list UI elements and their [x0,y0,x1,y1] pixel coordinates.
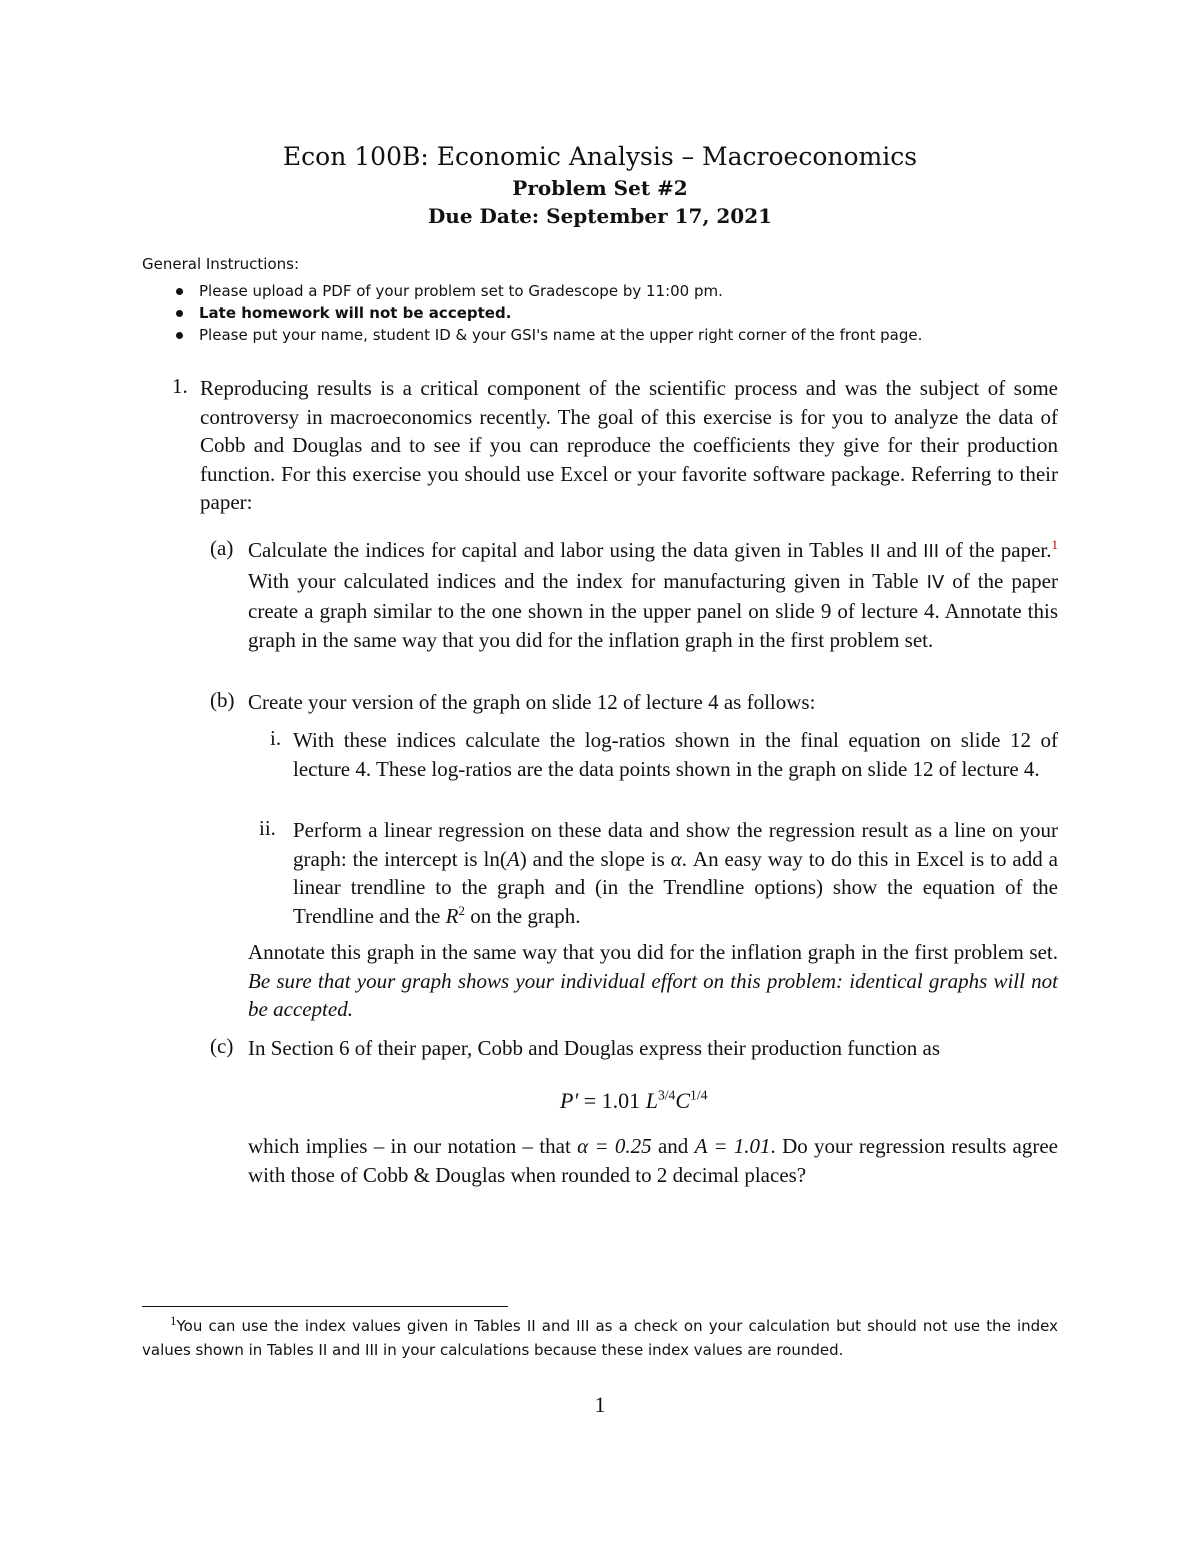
part-b-ii-label: ii. [259,816,276,840]
production-function-equation: P′ = 1.01 $L^{3/4}C^{1/4}$ [560,1087,708,1113]
instruction-item: Please upload a PDF of your problem set to Gradescope by 11:00 pm. [174,280,922,302]
part-b-label: (b) [210,688,235,712]
part-c-question: which implies – in our notation – that α = 0.25 and A = 1.01. Do your regression results agree with those of Cobb & Douglas when rounded to 2 decimal places? [248,1134,1058,1187]
bullet-icon [176,332,183,339]
part-a-text: Calculate the indices for capital and labor using the data given in Tables II and III of the paper.$^1$ With your calculated indices and the index for manufacturing given in Table IV of the paper create a graph similar to the one shown in the upper panel on slide 9 of lecture 4. Annotate this graph in the same way that you did for the inflation graph in the first problem set. [248,537,1058,652]
part-c-label: (c) [210,1034,234,1058]
page-number: 1 [594,1392,606,1417]
footnote-divider [142,1306,508,1307]
part-b-i-label: i. [270,726,282,750]
problem-set-label: Problem Set #2 [512,176,688,200]
instructions-heading: General Instructions: [142,255,300,273]
document-title: Econ 100B: Economic Analysis – Macroeconomics [282,142,918,171]
part-c-text: In Section 6 of their paper, Cobb and Douglas express their production function as [248,1036,940,1060]
instruction-item: Late homework will not be accepted. [174,302,922,324]
question-number: 1. [172,374,188,398]
instruction-item: Please put your name, student ID & your GSI's name at the upper right corner of the front page. [174,324,922,346]
part-b-i-text: With these indices calculate the log-ratios shown in the final equation on slide 12 of lecture 4. These log-ratios are the data points shown in the graph on slide 12 of lecture 4. [293,728,1058,781]
part-b-annotation: Annotate this graph in the same way that you did for the inflation graph in the first problem set. Be sure that your graph shows your individual effort on this problem: identical graphs will not be accepted. [248,940,1058,1021]
due-date: Due Date: September 17, 2021 [427,204,773,228]
question-intro: Reproducing results is a critical component of the scientific process and was the subject of some controversy in macroeconomics recently. The goal of this exercise is for you to analyze the data of Cobb and Douglas and to see if you can reproduce the coefficients they give for their production function. For this exercise you should use Excel or your favorite software package. Referring to their paper: [200,376,1058,514]
bullet-icon [176,288,183,295]
footnote: $^1$You can use the index values given in Tables II and III as a check on your calculation but should not use the index values shown in Tables II and III in your calculations because these index values are rounded. [142,1313,1058,1359]
part-b-intro: Create your version of the graph on slide 12 of lecture 4 as follows: [248,690,816,714]
footnote-ref[interactable]: 1 [1051,537,1058,552]
part-b-ii-text: Perform a linear regression on these data and show the regression result as a line on your graph: the intercept is ln(A) and the slope is α. An easy way to do this in Excel is to add a linear trendline to the graph and (in the Trendline options) show the equation of the Trendline and the $R^2$ on the graph. [293,818,1058,928]
footnote-mark: 1 [170,1313,177,1328]
part-a-label: (a) [210,536,234,560]
bullet-icon [176,310,183,317]
instructions-list [174,280,922,346]
